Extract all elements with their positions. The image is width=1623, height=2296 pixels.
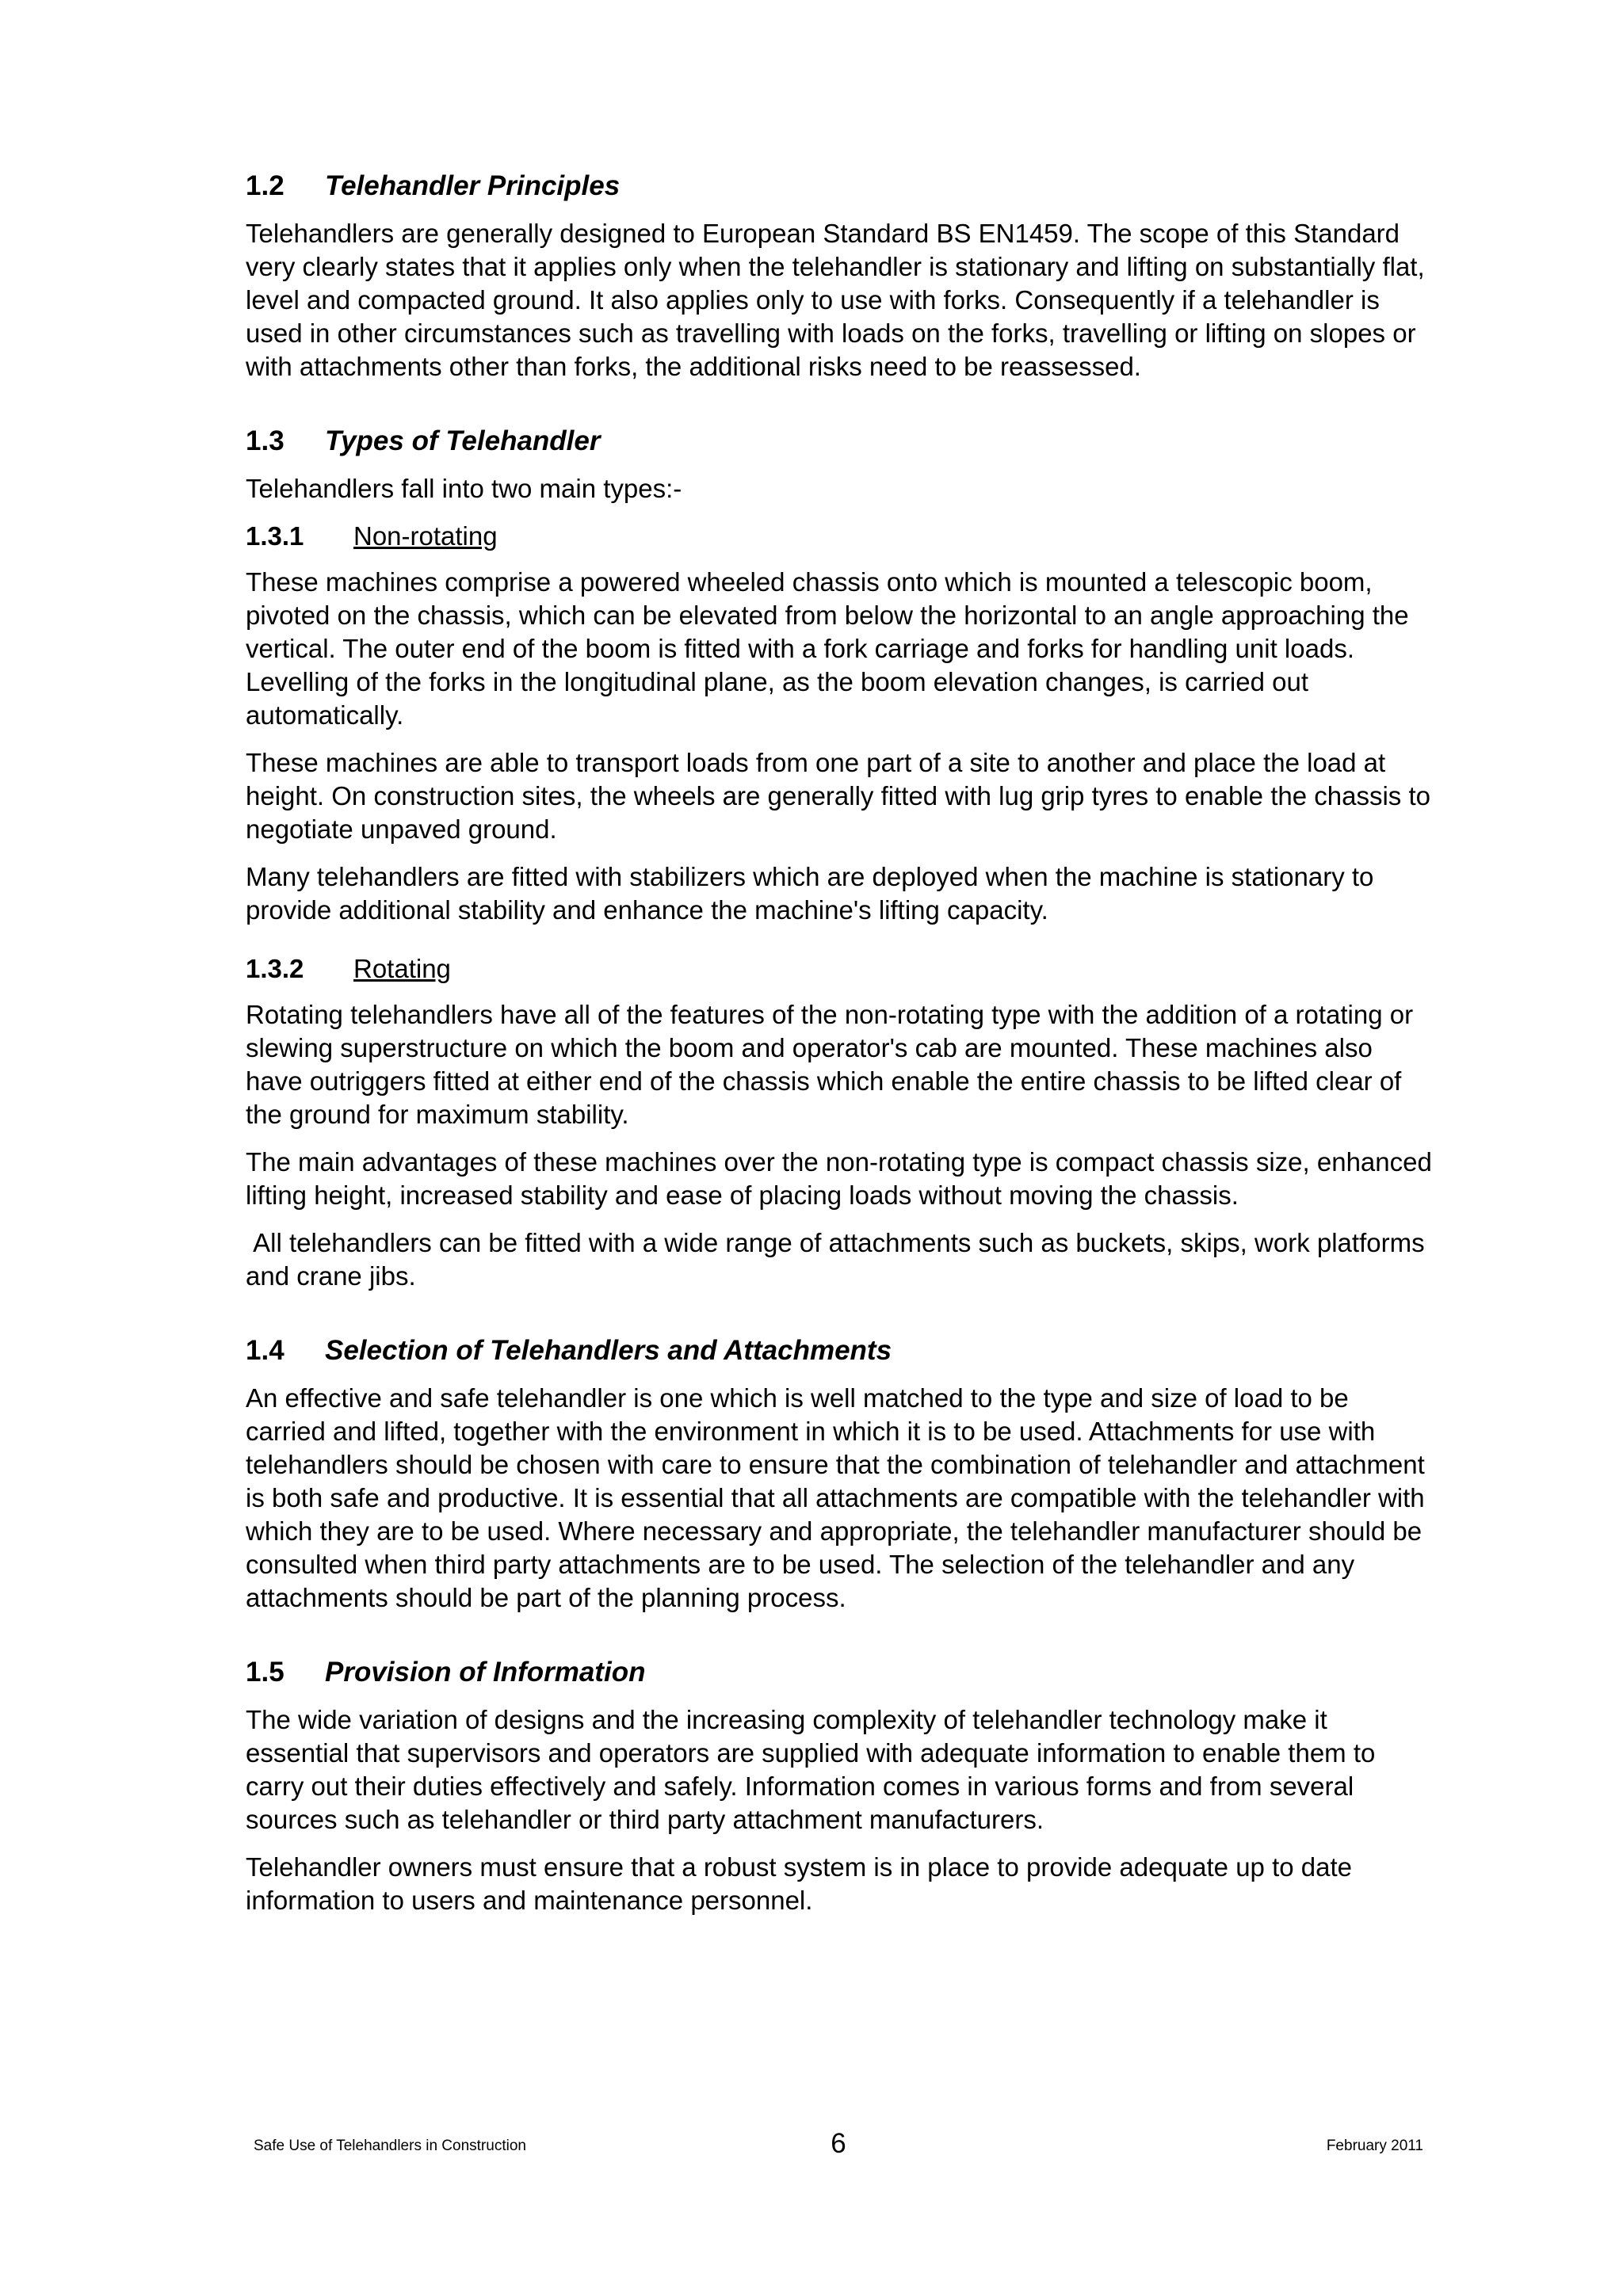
- subsection-number: 1.3.2: [246, 954, 304, 983]
- section-number: 1.5: [246, 1657, 285, 1688]
- subsection-heading-1-3-2: [246, 952, 1434, 986]
- subsection-heading-1-3-1: [246, 520, 1434, 553]
- page-content: [246, 170, 1434, 1932]
- paragraph: The wide variation of designs and the increasing complexity of telehandler technology make it essential that supervisors and operators are supplied with adequate information to enable them to carry out their duties effectively and safely. Information comes in various forms and from several sources such as telehandler or third party attachment manufacturers.: [246, 1705, 1376, 1834]
- section-heading-1-3: [246, 425, 1434, 458]
- page-number: 6: [831, 2128, 846, 2159]
- section-number: 1.2: [246, 170, 285, 201]
- subsection-title: Rotating: [353, 954, 451, 983]
- subsection-title: Non-rotating: [353, 521, 498, 551]
- paragraph: Rotating telehandlers have all of the features of the non-rotating type with the addition of a rotating or slewing superstructure on which the boom and operator's cab are mounted. These machines also have outriggers fitted at either end of the chassis which enable the entire chassis to be lifted clear of the ground for maximum stability.: [246, 1000, 1414, 1129]
- paragraph: These machines comprise a powered wheeled chassis onto which is mounted a telescopic boom, pivoted on the chassis, which can be elevated from below the horizontal to an angle approaching the vertical. The outer end of the boom is fitted with a fork carriage and forks for handling unit loads. Levelling of the forks in the longitudinal plane, as the boom elevation changes, is carried out automatically.: [246, 567, 1409, 730]
- section-title: Types of Telehandler: [325, 425, 601, 456]
- section-title: Telehandler Principles: [325, 170, 621, 201]
- footer-document-title: Safe Use of Telehandlers in Construction: [254, 2138, 526, 2154]
- subsection-number: 1.3.1: [246, 521, 304, 551]
- page-footer: [254, 2120, 1423, 2160]
- section-number: 1.3: [246, 425, 285, 456]
- section-title: Selection of Telehandlers and Attachments: [325, 1335, 892, 1366]
- paragraph: Telehandlers are generally designed to European Standard BS EN1459. The scope of this Standard very clearly states that it applies only when the telehandler is stationary and lifting on substantially flat, level and compacted ground. It also applies only to use with forks. Consequently if a telehandler is used in other circumstances such as travelling with loads on the forks, travelling or lifting on slopes or with attachments other than forks, the additional risks need to be reassessed.: [246, 219, 1425, 381]
- section-heading-1-4: [246, 1334, 1434, 1367]
- paragraph: Telehandler owners must ensure that a robust system is in place to provide adequate up to date information to users and maintenance personnel.: [246, 1852, 1352, 1915]
- paragraph: Telehandlers fall into two main types:-: [246, 474, 682, 503]
- paragraph: An effective and safe telehandler is one which is well matched to the type and size of load to be carried and lifted, together with the environment in which it is to be used. Attachments for use with telehandlers should be chosen with care to ensure that the combination of telehandler and attachment is both safe and productive. It is essential that all attachments are compatible with the telehandler with which they are to be used. Where necessary and appropriate, the telehandler manufacturer should be consulted when third party attachments are to be used. The selection of the telehandler and any attachments should be part of the planning process.: [246, 1383, 1425, 1612]
- paragraph: These machines are able to transport loads from one part of a site to another and place the load at height. On construction sites, the wheels are generally fitted with lug grip tyres to enable the chassis to negotiate unpaved ground.: [246, 748, 1430, 844]
- section-heading-1-2: [246, 170, 1434, 203]
- paragraph: All telehandlers can be fitted with a wide range of attachments such as buckets, skips, work platforms and crane jibs.: [246, 1228, 1432, 1291]
- paragraph: The main advantages of these machines over the non-rotating type is compact chassis size, enhanced lifting height, increased stability and ease of placing loads without moving the chassis.: [246, 1147, 1432, 1210]
- paragraph: Many telehandlers are fitted with stabilizers which are deployed when the machine is stationary to provide additional stability and enhance the machine's lifting capacity.: [246, 862, 1374, 925]
- section-heading-1-5: [246, 1656, 1434, 1689]
- section-title: Provision of Information: [325, 1657, 646, 1688]
- section-number: 1.4: [246, 1335, 285, 1366]
- footer-date: February 2011: [1326, 2138, 1423, 2154]
